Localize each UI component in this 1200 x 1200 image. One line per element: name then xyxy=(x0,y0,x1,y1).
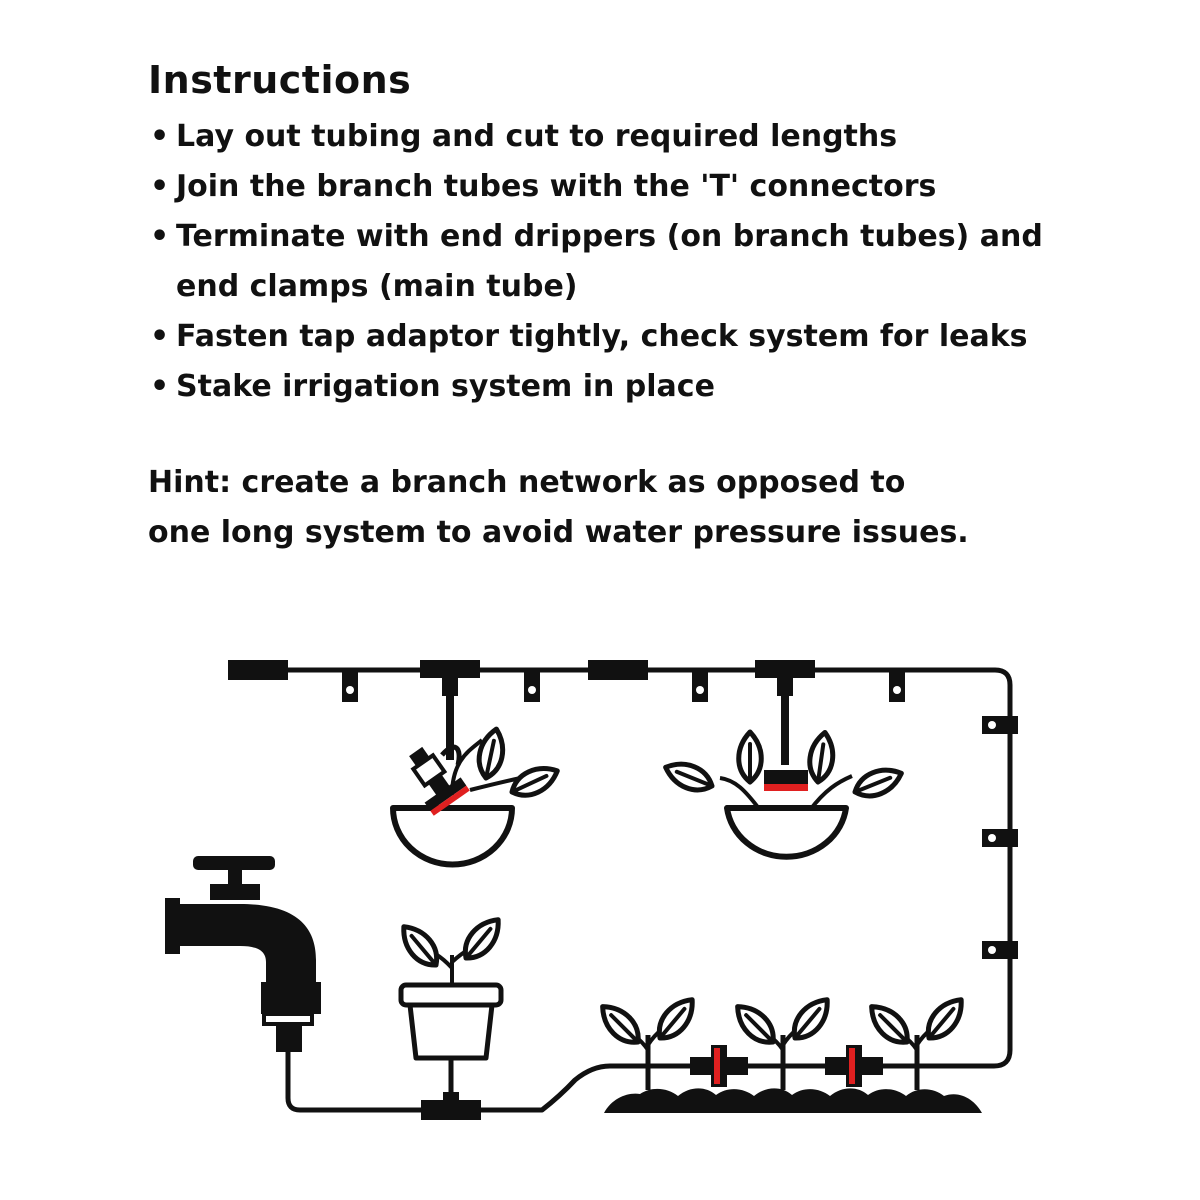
tube-stake xyxy=(982,941,1018,959)
end-clamp xyxy=(228,660,288,680)
tube-stake xyxy=(524,668,540,702)
instructions-list xyxy=(148,112,1108,412)
tube-stake xyxy=(982,829,1018,847)
flower-pot xyxy=(395,912,507,1098)
tap-icon xyxy=(165,856,316,982)
tube-stake xyxy=(692,668,708,702)
hanging-basket xyxy=(393,727,562,865)
irrigation-diagram xyxy=(0,600,1200,1200)
tube-stake xyxy=(982,716,1018,734)
inline-dripper xyxy=(825,1045,883,1087)
tube-stake xyxy=(342,668,358,702)
hint-line-2: one long system to avoid water pressure issues. xyxy=(148,515,969,550)
garden-bed xyxy=(604,1088,982,1113)
seedling xyxy=(595,992,701,1090)
instructions-title: Instructions xyxy=(148,58,412,102)
inline-connector xyxy=(588,660,648,680)
seedling xyxy=(864,992,970,1090)
end-dripper xyxy=(764,770,808,791)
tube-stake xyxy=(889,668,905,702)
inline-dripper xyxy=(690,1045,748,1087)
step-item: • Stake irrigation system in place xyxy=(148,362,1108,412)
hint-text xyxy=(148,458,1108,558)
step-item: • Join the branch tubes with the 'T' connectors xyxy=(148,162,1108,212)
t-connector xyxy=(421,1092,481,1120)
main-tube xyxy=(228,670,1010,1110)
step-item: • Terminate with end drippers (on branch tubes) and end clamps (main tube) xyxy=(148,212,1108,312)
seedling xyxy=(730,992,836,1090)
tap-adaptor xyxy=(261,982,321,1052)
step-item: • Fasten tap adaptor tightly, check system for leaks xyxy=(148,312,1108,362)
step-item: • Lay out tubing and cut to required lengths xyxy=(148,112,1108,162)
hint-line-1: Hint: create a branch network as opposed to xyxy=(148,465,906,500)
